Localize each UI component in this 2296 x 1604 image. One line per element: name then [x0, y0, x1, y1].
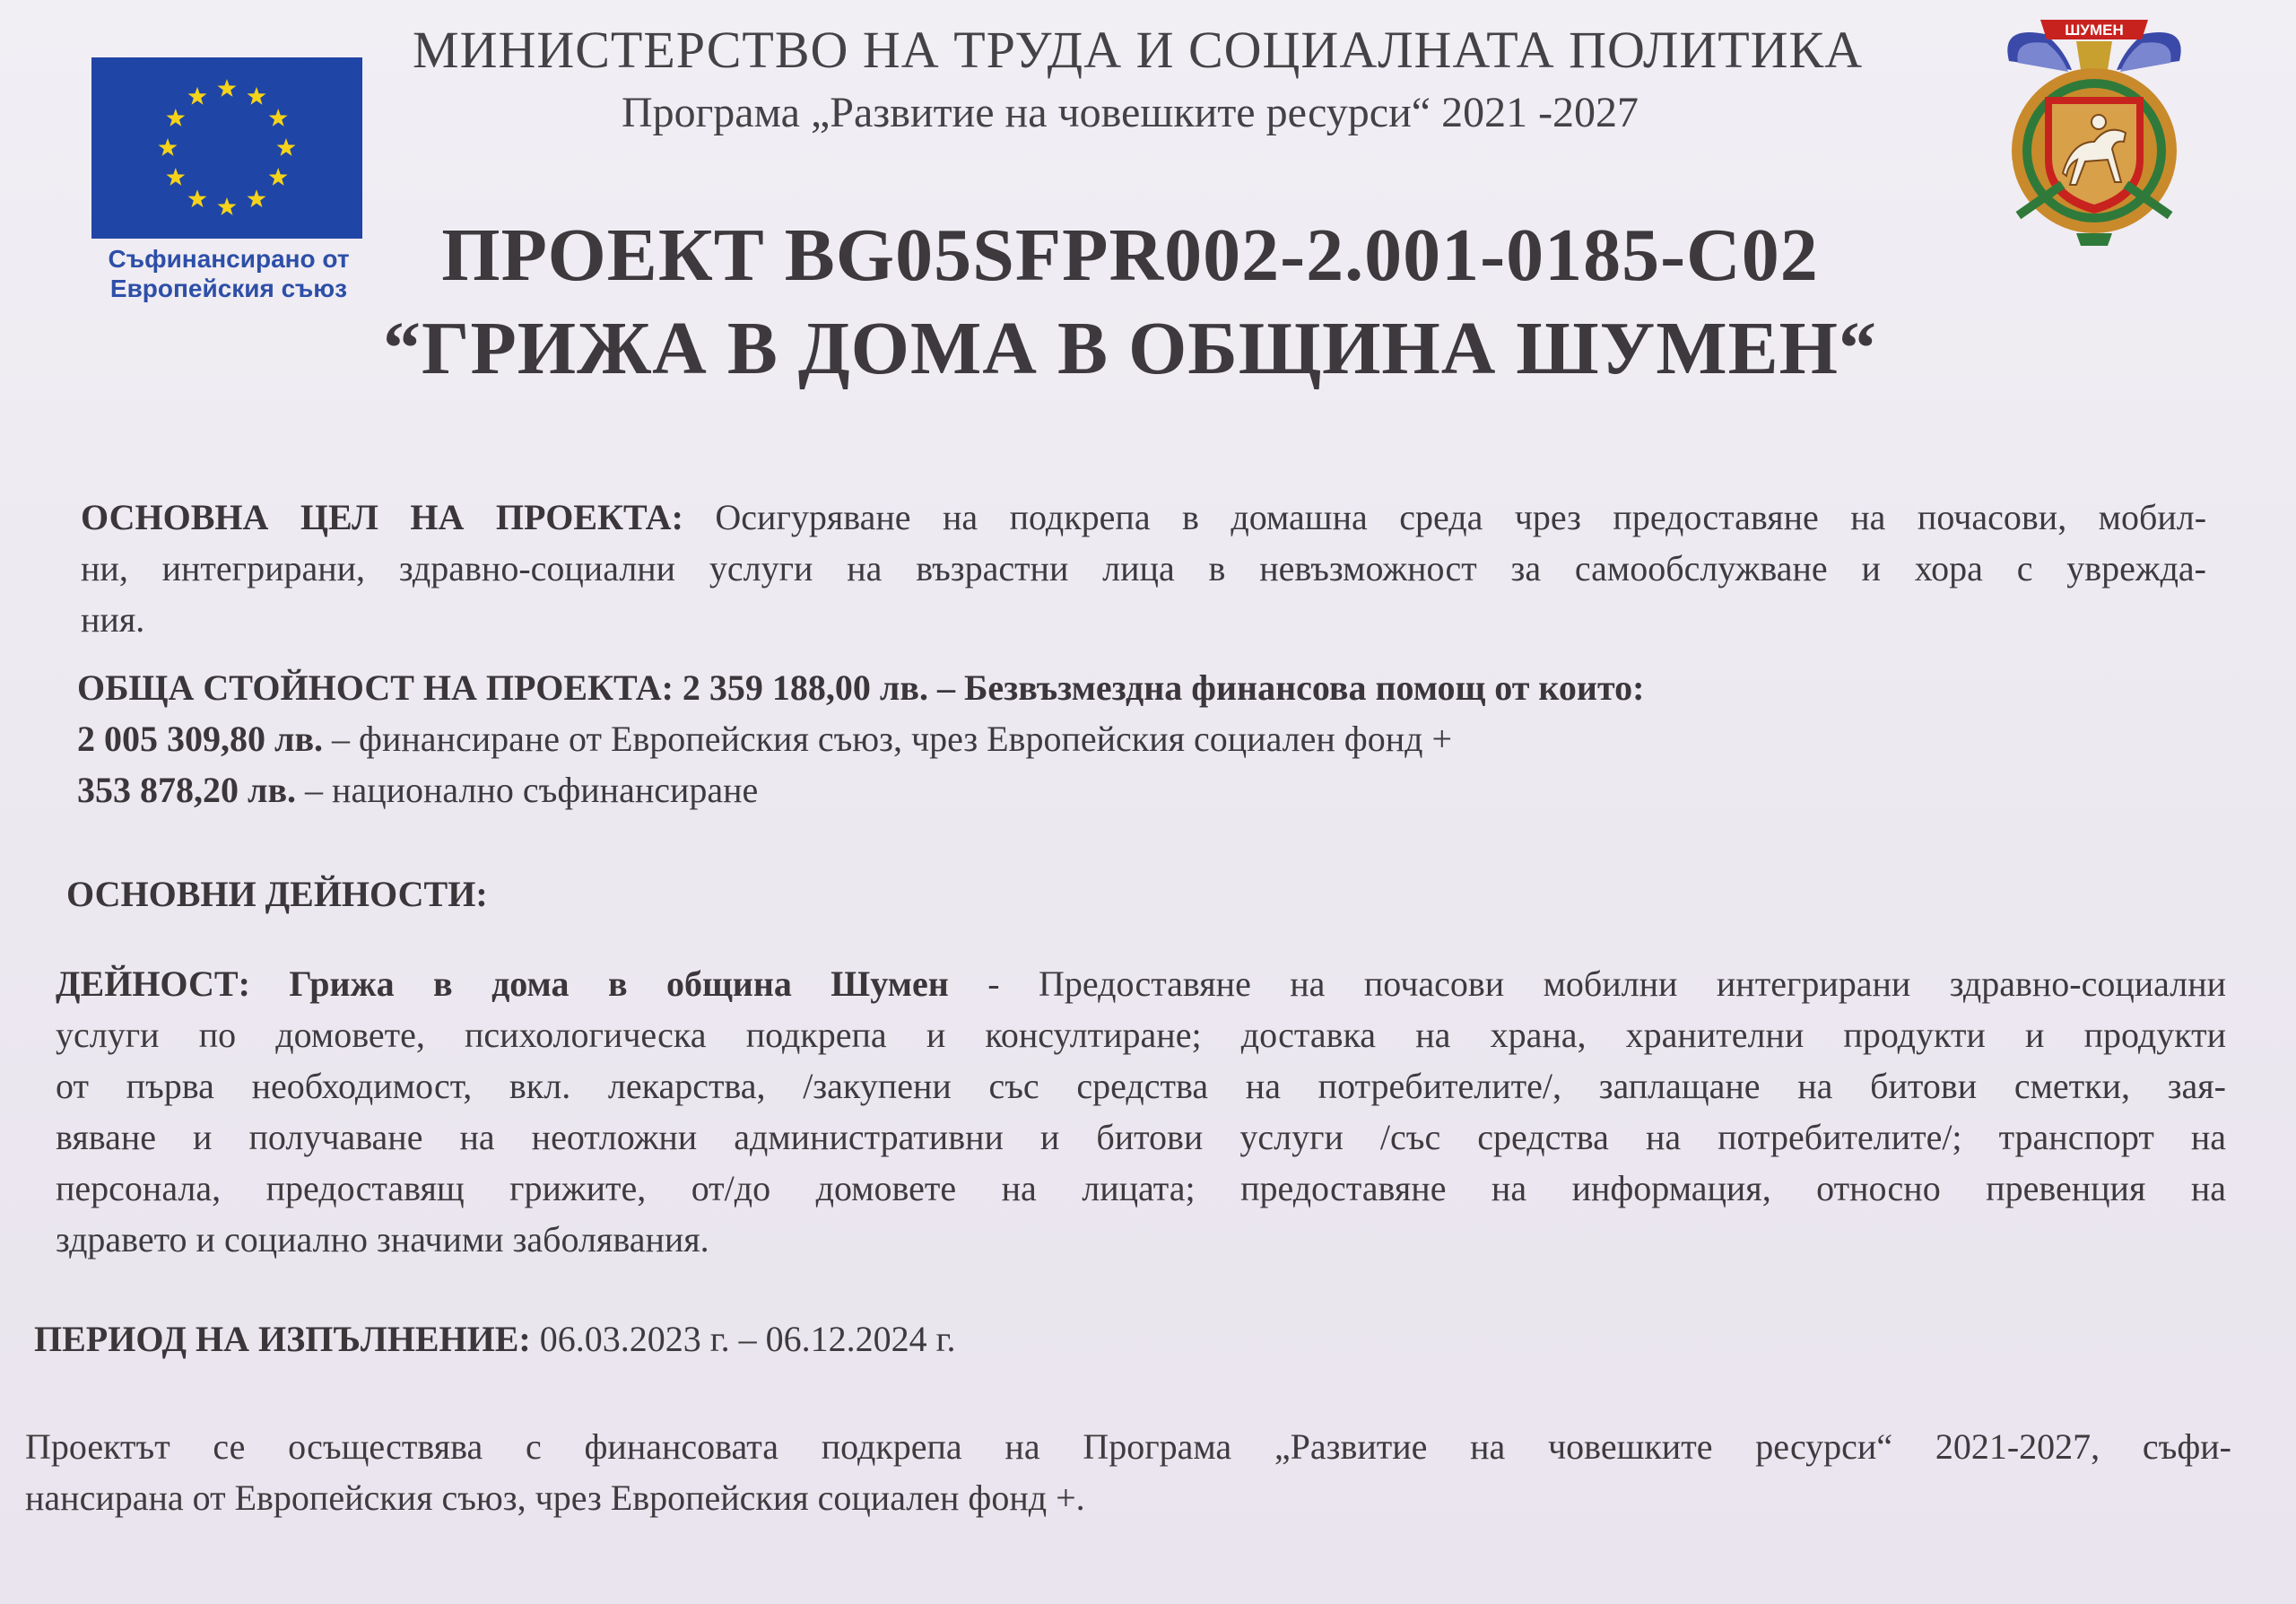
activity-line-4: вяване и получаване на неотложни административни и битови услуги /със средства на потребителите/; транспорт на [56, 1117, 2226, 1157]
activity-line-3: от първа необходимост, вкл. лекарства, /закупени със средства на потребителите/, заплащане на битови сметки, зая- [56, 1066, 2226, 1106]
eu-star-icon [248, 189, 266, 207]
project-cost-section [77, 662, 2140, 815]
footer-line-1: Проектът се осъществява с финансовата подкрепа на Програма „Развитие на човешките ресурси“ 2021-2027, съфи- [25, 1426, 2231, 1467]
goal-line-2: ни, интегрирани, здравно-социални услуги на възрастни лица в невъзможност за самообслужване и хора с уврежда- [81, 548, 2206, 588]
period-section [34, 1313, 956, 1364]
eu-star-icon [188, 189, 207, 207]
activity-label: ДЕЙНОСТ: Грижа в дома в община Шумен [56, 963, 949, 1004]
eu-star-icon [166, 109, 185, 126]
program-title: Програма „Развитие на човешките ресурси“ 2021 -2027 [621, 89, 1639, 136]
period-label: ПЕРИОД НА ИЗПЪЛНЕНИЕ: [34, 1319, 531, 1359]
footer-line-2: нансирана от Европейския съюз, чрез Европейския социален фонд +. [25, 1478, 1085, 1518]
goal-text-1: Осигуряване на подкрепа в домашна среда чрез предоставяне на почасови, мобил- [715, 497, 2207, 537]
goal-line-3: ния. [81, 599, 145, 640]
ministry-title: МИНИСТЕРСТВО НА ТРУДА И СОЦИАЛНАТА ПОЛИТИКА [413, 21, 1864, 79]
eu-flag-logo [91, 57, 362, 239]
project-goal-section [81, 492, 2206, 645]
eu-star-icon [277, 138, 296, 156]
eu-star-icon [269, 109, 288, 126]
cost-line-3 [77, 764, 2140, 815]
shumen-coat-of-arms-icon [1991, 7, 2197, 249]
cost-label: ОБЩА СТОЙНОСТ НА ПРОЕКТА: 2 359 188,00 лв. – Безвъзмездна финансова помощ от които: [77, 667, 1645, 708]
eu-star-icon [248, 87, 266, 105]
activity-line-6: здравето и социално значими заболявания. [56, 1219, 709, 1260]
activity-line-1 [56, 958, 2226, 1009]
eu-star-icon [218, 79, 237, 97]
coat-label: ШУМЕН [2065, 22, 2124, 39]
goal-line-1 [81, 492, 2206, 543]
eu-caption-line1: Съфинансирано от [108, 245, 350, 273]
cost-line-2 [77, 713, 2140, 764]
activity-line-2: услуги по домовете, психологическа подкрепа и консултиране; доставка на храна, хранителни продукти и продукти [56, 1015, 2226, 1055]
eu-caption-line2: Европейския съюз [109, 275, 348, 302]
cost-national-text: – национално съфинансиране [305, 770, 759, 810]
eu-star-icon [159, 138, 178, 156]
activity-section [56, 958, 2226, 1265]
cost-eu-amount: 2 005 309,80 лв. [77, 719, 324, 759]
activities-title-text: ОСНОВНИ ДЕЙНОСТИ: [66, 874, 488, 914]
cost-eu-text: – финансиране от Европейския съюз, чрез Европейския социален фонд + [332, 719, 1453, 759]
activities-title [66, 868, 488, 920]
eu-star-icon [269, 168, 288, 186]
footer-note [25, 1421, 2231, 1523]
goal-label: ОСНОВНА ЦЕЛ НА ПРОЕКТА: [81, 497, 683, 537]
project-code: ПРОЕКТ BG05SFPR002-2.001-0185-C02 [441, 214, 1819, 297]
activity-text-1: - Предоставяне на почасови мобилни интегрирани здравно-социални [987, 963, 2227, 1004]
project-name: “ГРИЖА В ДОМА В ОБЩИНА ШУМЕН“ [383, 307, 1877, 390]
eu-star-icon [218, 197, 237, 215]
eu-cofinanced-caption [90, 244, 368, 303]
cost-line-1 [77, 662, 2140, 713]
eu-star-icon [188, 87, 207, 105]
activity-line-5: персонала, предоставящ грижите, от/до домовете на лицата; предоставяне на информация, относно превенция на [56, 1168, 2226, 1208]
cost-national-amount: 353 878,20 лв. [77, 770, 297, 810]
eu-star-icon [166, 168, 185, 186]
period-value: 06.03.2023 г. – 06.12.2024 г. [539, 1319, 956, 1359]
